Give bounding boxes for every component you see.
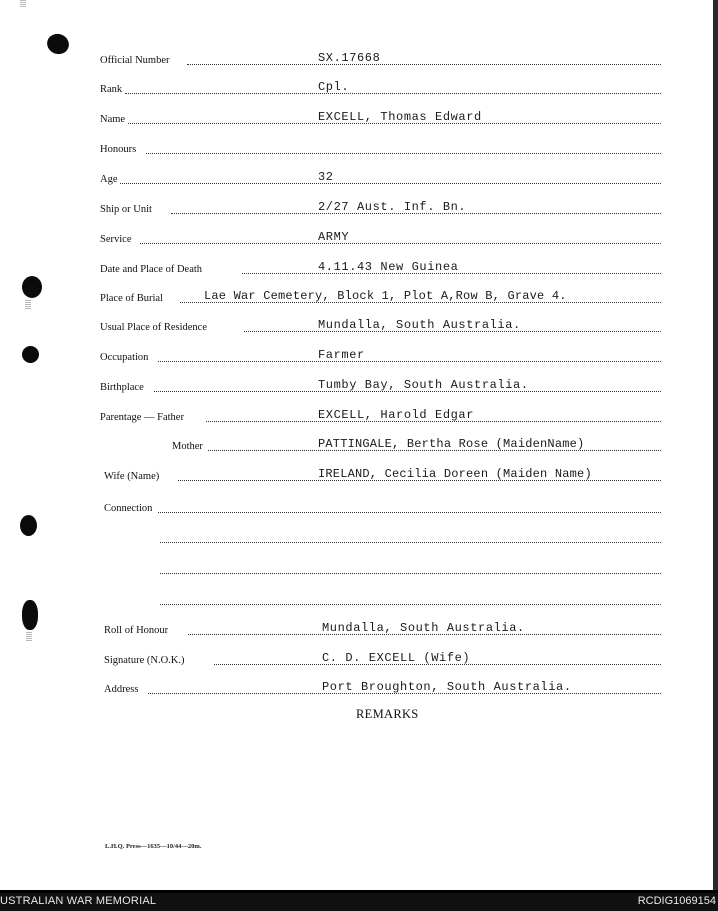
dotted-line [158,512,661,513]
field-label: Rank [100,84,123,95]
field-value: EXCELL, Thomas Edward [318,110,482,124]
field-roll-of-honour [0,618,718,638]
scan-edge [713,0,718,890]
dotted-line [160,573,661,574]
field-label: Ship or Unit [100,204,152,215]
field-value: EXCELL, Harold Edgar [318,408,475,422]
field-label: Name [100,114,126,125]
field-date-place-of-death [0,257,718,277]
field-honours [0,137,718,157]
field-label: Roll of Honour [104,625,169,636]
field-value: Lae War Cemetery, Block 1, Plot A,Row B, Grave 4. [204,289,567,303]
field-label: Connection [104,503,153,514]
field-ship-or-unit [0,197,718,217]
field-occupation [0,345,718,365]
field-value: PATTINGALE, Bertha Rose (MaidenName) [318,437,585,451]
field-mother [0,434,718,454]
dotted-line [125,93,661,94]
field-value: Tumby Bay, South Australia. [318,378,529,392]
field-address [0,677,718,697]
archive-reference: RCDIG1069154 [637,895,716,907]
field-label: Honours [100,144,137,155]
blank-line [0,526,718,546]
field-label: Service [100,234,132,245]
dotted-line [140,243,661,244]
dotted-line [146,153,661,154]
field-label: Place of Burial [100,293,163,304]
field-value: ARMY [318,230,350,244]
archive-name: USTRALIAN WAR MEMORIAL [0,895,157,907]
field-label: Wife (Name) [104,471,160,482]
dotted-line [160,604,661,605]
field-value: C. D. EXCELL (Wife) [322,651,471,665]
field-age [0,167,718,187]
field-birthplace [0,375,718,395]
dotted-line [120,183,661,184]
scan-mark [20,0,26,8]
field-label: Age [100,174,118,185]
field-name [0,107,718,127]
field-rank [0,77,718,97]
printer-imprint: L.H.Q. Press—1635—10/44—20m. [105,843,202,850]
field-service [0,227,718,247]
field-connection [0,496,718,516]
field-value: Cpl. [318,80,350,94]
field-value: 2/27 Aust. Inf. Bn. [318,200,467,214]
field-label: Signature (N.O.K.) [104,655,185,666]
field-label: Occupation [100,352,149,363]
field-label: Date and Place of Death [100,264,203,275]
blank-line [0,588,718,608]
field-place-of-burial [0,286,718,306]
field-father [0,405,718,425]
field-value: Port Broughton, South Australia. [322,680,572,694]
field-label: Mother [172,441,203,452]
field-value: SX.17668 [318,51,381,65]
field-value: 32 [318,170,334,184]
field-value: Mundalla, South Australia. [322,621,525,635]
field-label: Birthplace [100,382,144,393]
dotted-line [158,361,661,362]
field-official-number [0,48,718,68]
field-label: Official Number [100,55,170,66]
field-label: Parentage — Father [100,412,184,423]
field-label: Usual Place of Residence [100,322,208,333]
footer-rule [0,890,718,893]
archive-footer [0,890,718,911]
field-signature [0,648,718,668]
field-value: Mundalla, South Australia. [318,318,521,332]
field-value: 4.11.43 New Guinea [318,260,459,274]
field-wife [0,464,718,484]
remarks-heading: REMARKS [356,707,419,721]
field-label: Address [104,684,139,695]
blank-line [0,557,718,577]
dotted-line [187,64,661,65]
field-usual-residence [0,315,718,335]
field-value: IRELAND, Cecilia Doreen (Maiden Name) [318,467,592,481]
field-value: Farmer [318,348,365,362]
dotted-line [160,542,661,543]
